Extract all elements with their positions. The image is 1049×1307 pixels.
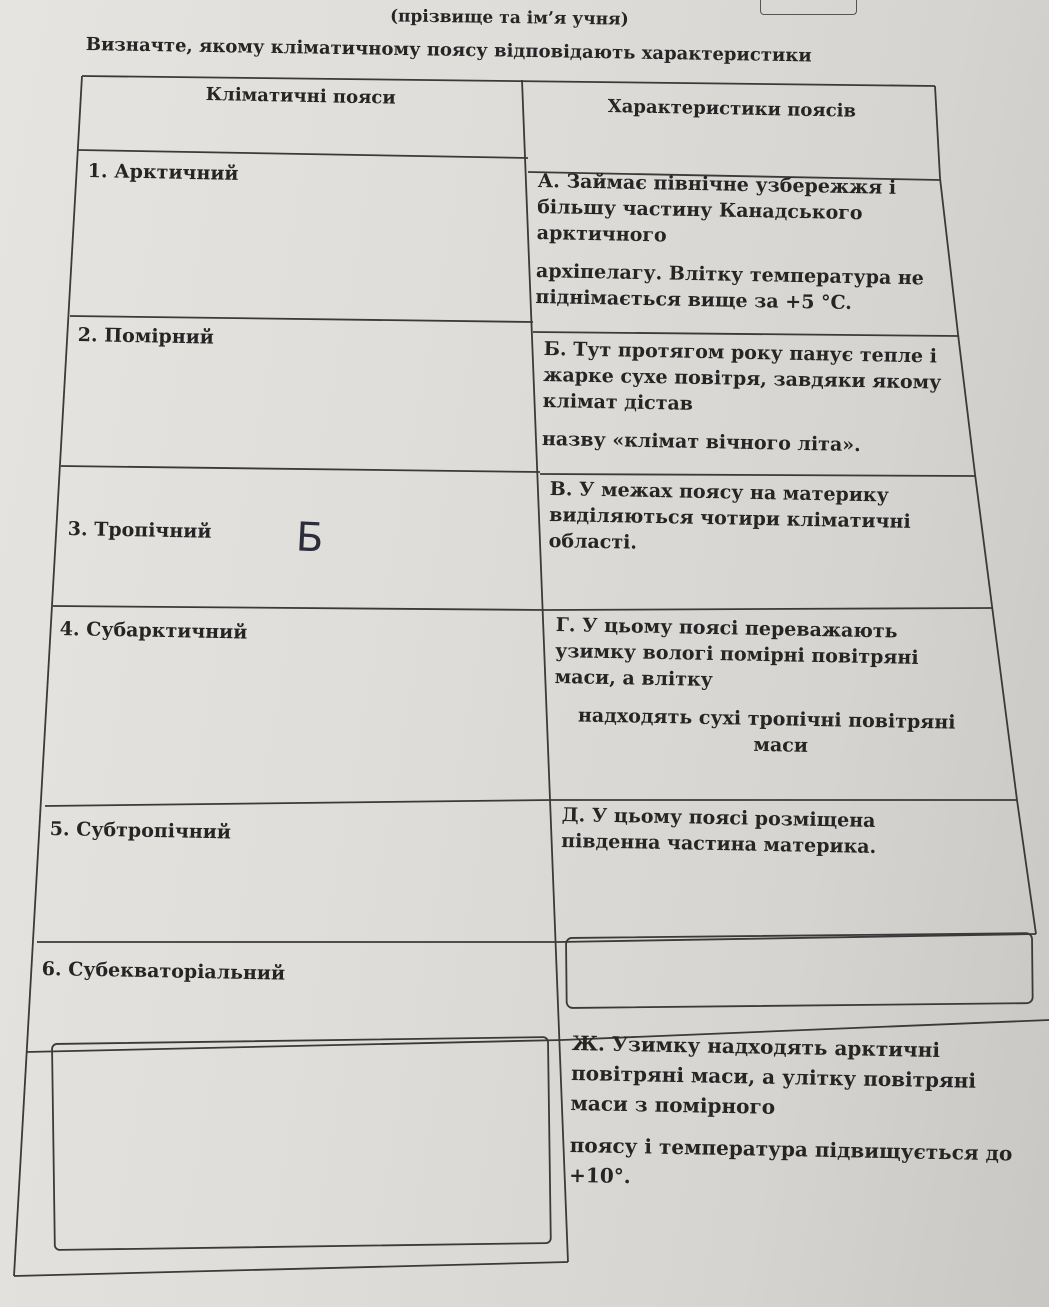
characteristic-zh: Ж. Узимку надходять арктичні повітряні маси, а улітку повітряні маси з помірного поясу і температура підвищується до +10°. [568, 1030, 1013, 1189]
column-header-characteristics: Характеристики поясів [607, 95, 857, 122]
belt-subequatorial: 6. Субекваторіальний [41, 957, 286, 985]
column-header-belts: Кліматичні пояси [205, 83, 396, 109]
characteristic-v: В. У межах поясу на материку виділяються чотири кліматичні області. [548, 477, 911, 554]
belt-temperate: 2. Помірний [77, 323, 215, 349]
name-caption: (прізвище та ім’я учня) [389, 6, 629, 30]
belt-subtropical: 5. Субтропічний [49, 817, 232, 844]
characteristic-a: А. Займає північне узбережжя і більшу частину Канадського арктичного архіпелагу. Влітку температура не піднімається вище за +5 °C. [535, 169, 925, 315]
belt-tropical: 3. Тропічний [67, 517, 212, 543]
belt-subarctic: 4. Субарктичний [59, 617, 248, 644]
belt-arctic: 1. Арктичний [87, 159, 239, 185]
instruction-text: Визначте, якому кліматичному поясу відповідають характеристики [85, 34, 812, 67]
characteristic-g: Г. У цьому поясі переважають узимку вологі помірні повітряні маси, а влітку надходять сухі тропічні повітряні маси [554, 613, 956, 757]
characteristic-b: Б. Тут протягом року панує тепле і жарке сухе повітря, завдяки якому клімат дістав назву «клімат вічного літа». [541, 337, 942, 457]
characteristic-d: Д. У цьому поясі розміщена південна частина материка. [561, 803, 877, 859]
handwritten-answer: Б [294, 514, 325, 562]
